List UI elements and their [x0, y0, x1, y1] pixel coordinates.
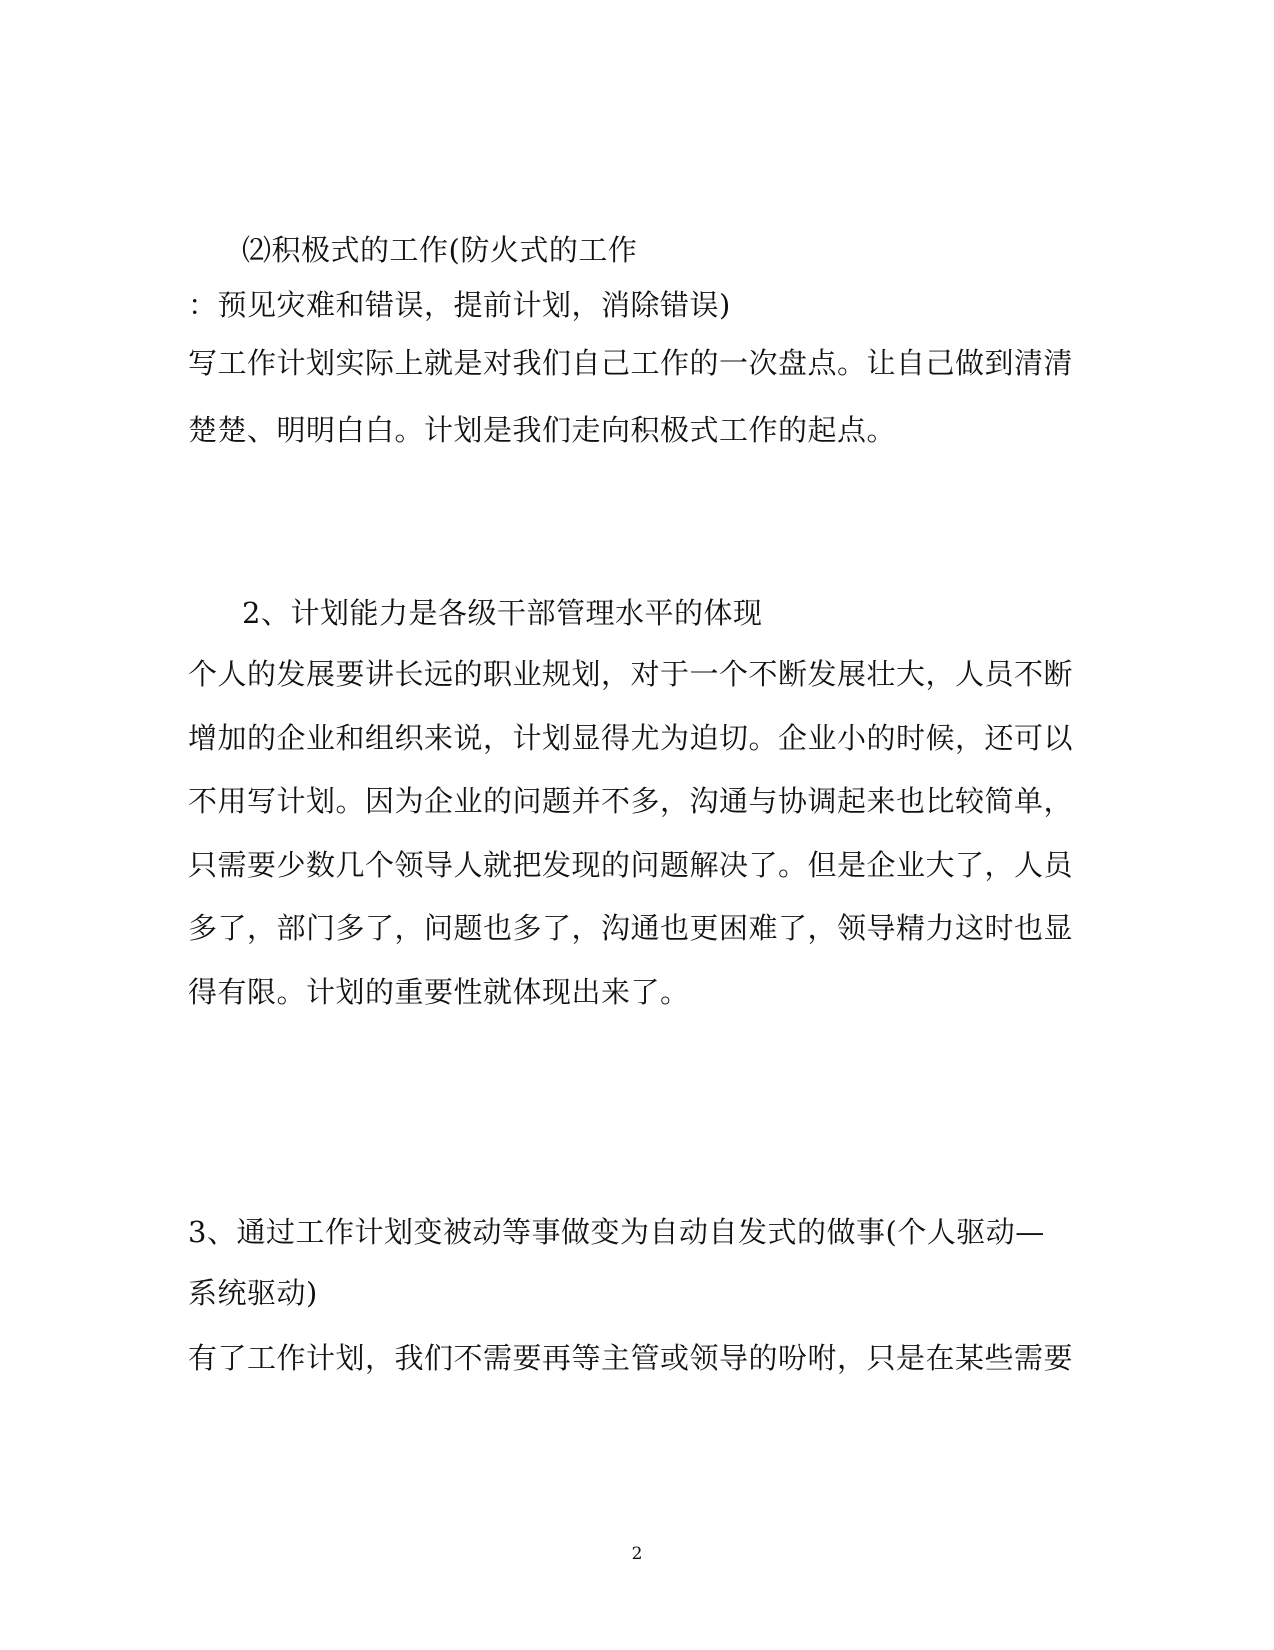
text-line: 楚楚、明明白白。计划是我们走向积极式工作的起点。 — [188, 413, 897, 447]
text-line: 个人的发展要讲长远的职业规划，对于一个不断发展壮大，人员不断 — [188, 657, 1074, 691]
text-line: 系统驱动) — [188, 1276, 318, 1310]
text-line: 多了，部门多了，问题也多了，沟通也更困难了，领导精力这时也显 — [188, 911, 1074, 945]
section-heading-3: 3、通过工作计划变被动等事做变为自动自发式的做事(个人驱动— — [188, 1215, 1045, 1249]
text-line: 写工作计划实际上就是对我们自己工作的一次盘点。让自己做到清清 — [188, 346, 1074, 380]
subheading-proactive-work: ⑵积极式的工作(防火式的工作 — [242, 233, 638, 267]
page-number: 2 — [631, 1544, 643, 1564]
text-line: 不用写计划。因为企业的问题并不多，沟通与协调起来也比较简单， — [188, 784, 1074, 818]
text-line: 得有限。计划的重要性就体现出来了。 — [188, 975, 690, 1009]
text-line: 增加的企业和组织来说，计划显得尤为迫切。企业小的时候，还可以 — [188, 721, 1074, 755]
text-line: ：预见灾难和错误，提前计划，消除错误) — [188, 288, 731, 322]
section-heading-2: 2、计划能力是各级干部管理水平的体现 — [242, 596, 763, 630]
text-line: 有了工作计划，我们不需要再等主管或领导的吩咐，只是在某些需要 — [188, 1341, 1074, 1375]
text-line: 只需要少数几个领导人就把发现的问题解决了。但是企业大了，人员 — [188, 848, 1074, 882]
